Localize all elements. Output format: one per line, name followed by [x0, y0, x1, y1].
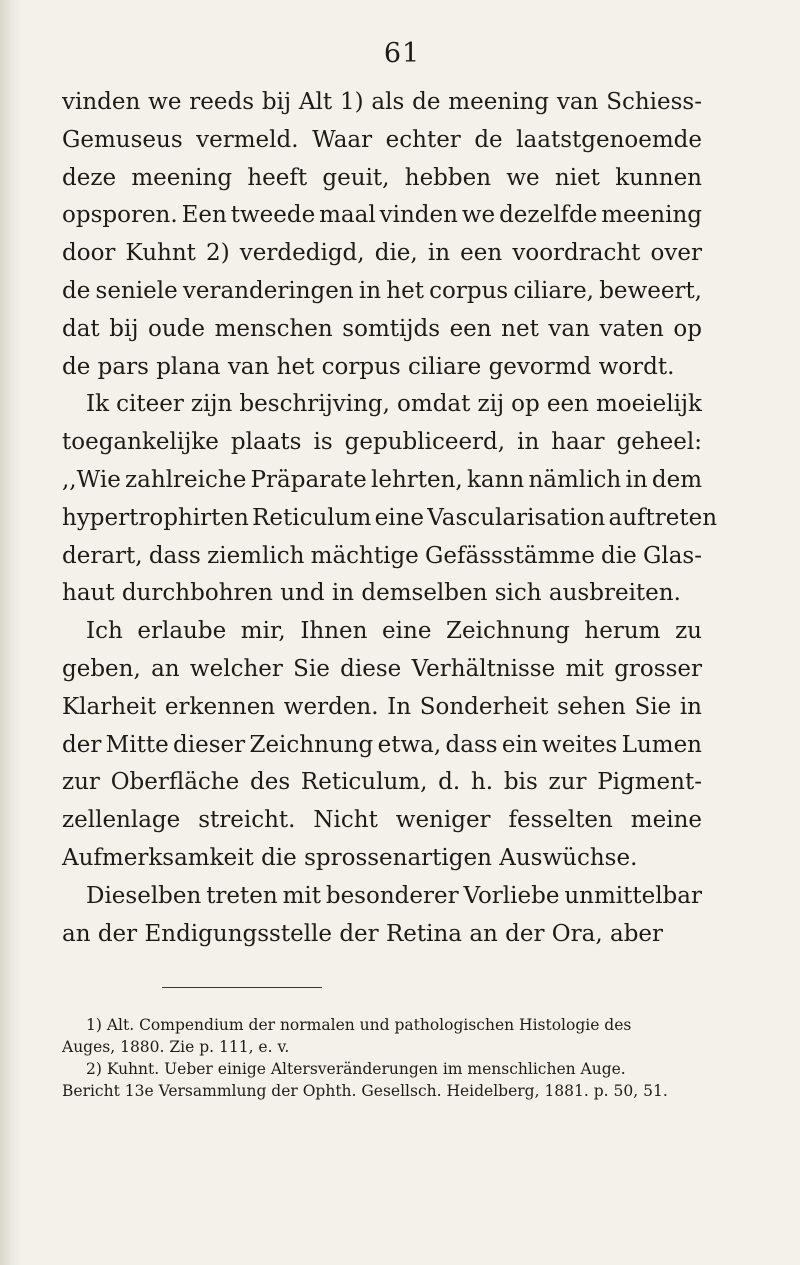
body-line: derart, dass ziemlich mächtige Gefässstämme die Glas-: [62, 542, 702, 569]
body-line: zellenlage streicht. Nicht weniger fesselten meine: [62, 807, 702, 834]
body-line: door Kuhnt 2) verdedigd, die, in een voordracht over: [62, 240, 702, 267]
page-edge-shadow: [0, 0, 22, 1265]
body-line: ,,Wie zahlreiche Präparate lehrten, kann nämlich in dem: [62, 466, 702, 493]
page-number: 61: [383, 38, 421, 69]
footnote-line: Auges, 1880. Zie p. 111, e. v.: [62, 1038, 290, 1056]
body-line: opsporen. Een tweede maal vinden we dezelfde meening: [62, 202, 702, 229]
body-line: de pars plana van het corpus ciliare gevormd wordt.: [62, 353, 675, 380]
body-line: Aufmerksamkeit die sprossenartigen Auswüchse.: [62, 844, 638, 871]
body-line: Ik citeer zijn beschrijving, omdat zij op een moeielijk: [86, 391, 702, 418]
body-line: dat bij oude menschen somtijds een net van vaten op: [62, 315, 702, 342]
body-line: vinden we reeds bij Alt 1) als de meening van Schiess-: [62, 89, 702, 115]
body-line: zur Oberfläche des Reticulum, d. h. bis zur Pigment-: [62, 769, 702, 796]
body-line: Dieselben treten mit besonderer Vorliebe unmittelbar: [86, 882, 702, 909]
footnote-line: Bericht 13e Versammlung der Ophth. Gesellsch. Heidelberg, 1881. p. 50, 51.: [62, 1082, 668, 1100]
body-text: [62, 84, 718, 953]
footnote-separator: [162, 987, 322, 988]
body-line: geben, an welcher Sie diese Verhältnisse mit grosser: [62, 655, 702, 682]
body-line: deze meening heeft geuit, hebben we niet kunnen: [62, 164, 702, 191]
footnotes: [62, 1014, 702, 1102]
body-line: Klarheit erkennen werden. In Sonderheit sehen Sie in: [62, 693, 702, 720]
body-line: an der Endigungsstelle der Retina an der Ora, aber: [62, 920, 664, 947]
body-line: haut durchbohren und in demselben sich ausbreiten.: [62, 580, 681, 607]
footnote-line: 2) Kuhnt. Ueber einige Altersveränderungen im menschlichen Auge.: [86, 1060, 626, 1078]
body-line: der Mitte dieser Zeichnung etwa, dass ein weites Lumen: [62, 731, 702, 758]
footnote-line: 1) Alt. Compendium der normalen und pathologischen Histologie des: [86, 1016, 632, 1034]
body-line: Gemuseus vermeld. Waar echter de laatstgenoemde: [62, 126, 702, 153]
body-line: de seniele veranderingen in het corpus ciliare, beweert,: [62, 277, 702, 304]
body-line: toegankelijke plaats is gepubliceerd, in haar geheel:: [62, 429, 702, 456]
body-line: Ich erlaube mir, Ihnen eine Zeichnung herum zu: [86, 618, 702, 645]
body-line: hypertrophirten Reticulum eine Vascularisation auftreten: [62, 504, 718, 531]
